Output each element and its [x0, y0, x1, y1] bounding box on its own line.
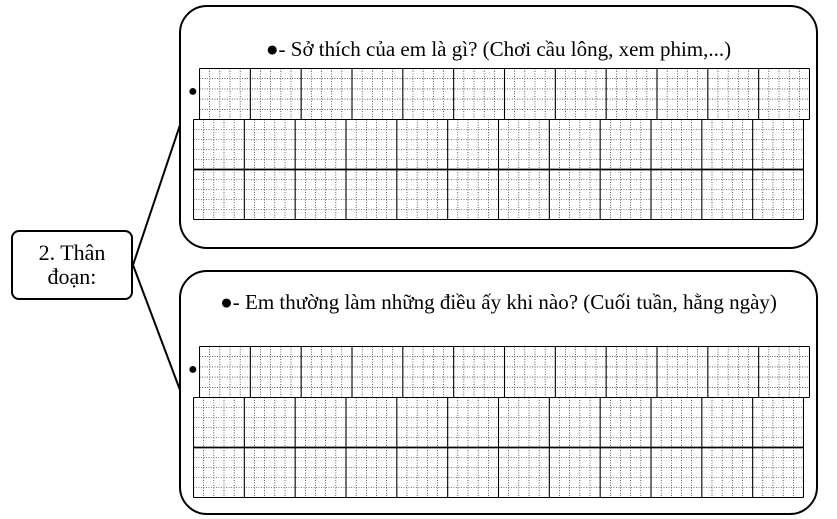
grid-bullet-2: ●	[188, 361, 198, 378]
question-text-2: ●- Em thường làm những điều ấy khi nào? (Cuối tuần, hằng ngày)	[220, 290, 777, 314]
handwriting-grid-2-top	[199, 346, 810, 398]
handwriting-grid-1-top	[199, 68, 810, 120]
section-label-box	[11, 230, 133, 300]
grid-bullet-1: ●	[188, 83, 198, 100]
handwriting-grid-1-bottom	[193, 119, 804, 220]
section-label-line1: 2. Thân	[38, 240, 106, 265]
question-text-1: ●- Sở thích của em là gì? (Chơi cầu lông, xem phim,...)	[265, 37, 732, 61]
handwriting-grid-2-bottom	[193, 397, 804, 498]
section-label-line2: đoạn:	[47, 264, 97, 289]
